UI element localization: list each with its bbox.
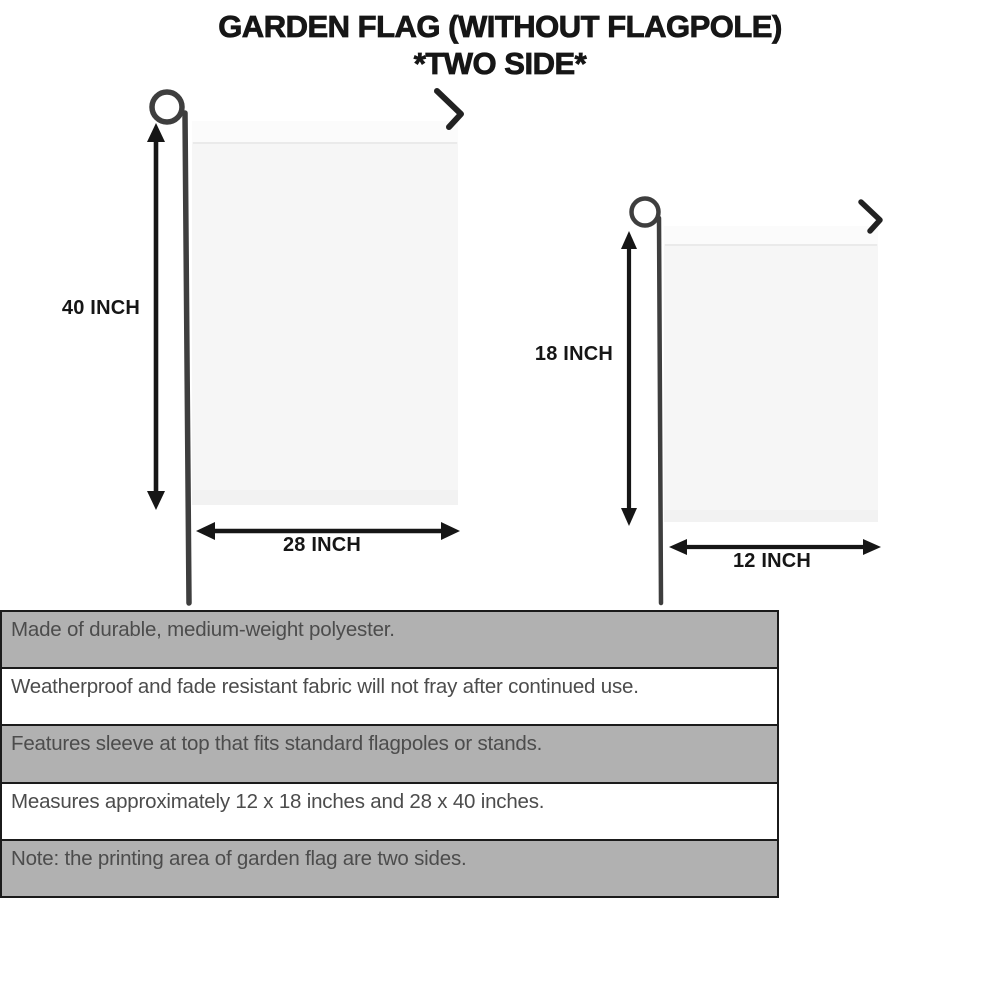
feature-row-5	[0, 839, 779, 898]
height-arrow-large	[147, 123, 165, 510]
title-line-2: *TWO SIDE*	[413, 46, 587, 81]
flagpole-large	[185, 113, 189, 603]
feature-row-4	[0, 782, 779, 841]
flag-sleeve-large	[192, 121, 458, 142]
large-flag-diagram	[147, 91, 461, 603]
flag-panel-large	[192, 121, 458, 505]
flag-sleeve-small	[664, 226, 878, 244]
feature-row-2	[0, 667, 779, 726]
width-label-large: 28 INCH	[282, 534, 362, 556]
flagpole-loop-small	[632, 199, 659, 226]
feature-text: Weatherproof and fade resistant fabric will not fray after continued use.	[11, 675, 639, 699]
height-label-large: 40 INCH	[61, 297, 140, 319]
flagpole-loop-large	[152, 92, 182, 122]
flagpole-small	[659, 218, 661, 603]
flag-panel-small	[664, 226, 878, 522]
feature-row-1	[0, 610, 779, 669]
feature-row-3	[0, 724, 779, 783]
height-arrow-small	[621, 231, 637, 526]
feature-text: Made of durable, medium-weight polyester.	[11, 618, 395, 641]
feature-text: Note: the printing area of garden flag are two sides.	[11, 846, 467, 870]
feature-text: Measures approximately 12 x 18 inches and 28 x 40 inches.	[11, 789, 545, 813]
height-label-small: 18 INCH	[534, 343, 613, 365]
width-label-small: 12 INCH	[732, 550, 812, 572]
feature-list	[0, 610, 779, 898]
small-flag-diagram	[621, 199, 881, 604]
feature-text: Features sleeve at top that fits standard flagpoles or stands.	[11, 732, 543, 756]
title-line-1: GARDEN FLAG (WITHOUT FLAGPOLE)	[218, 9, 782, 44]
